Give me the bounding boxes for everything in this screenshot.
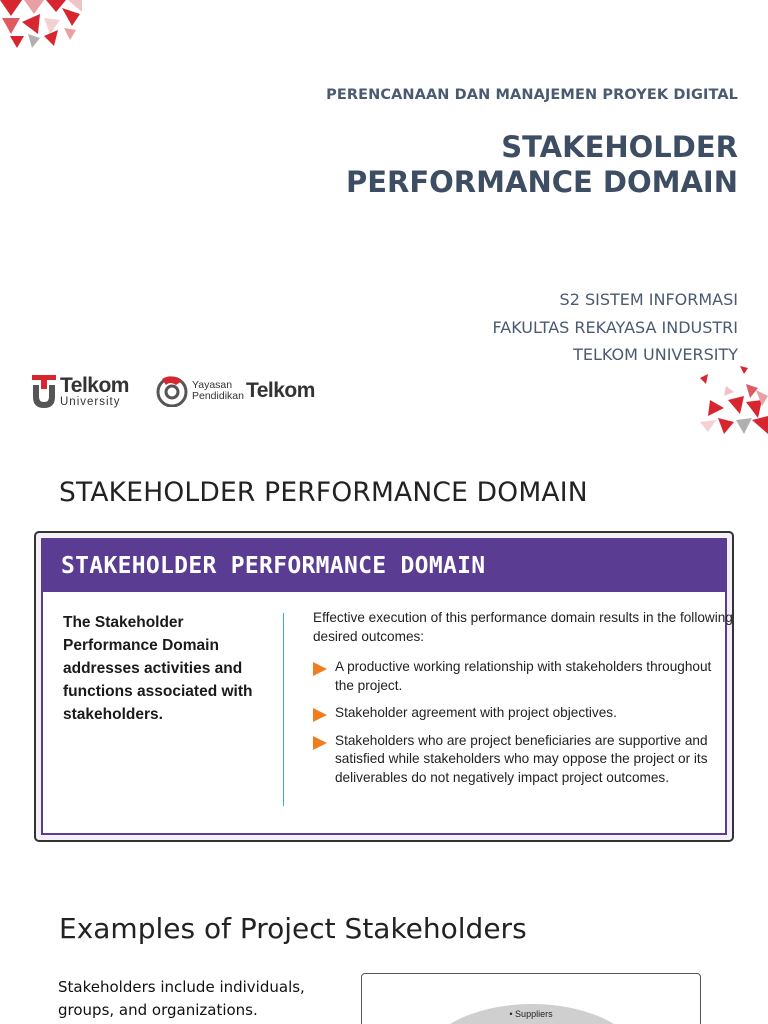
affiliation-university: TELKOM UNIVERSITY xyxy=(573,345,738,364)
course-name: PERENCANAAN DAN MANAJEMEN PROYEK DIGITAL xyxy=(326,87,738,103)
university-logo-text: University xyxy=(60,396,121,409)
triangle-pattern-decoration xyxy=(0,0,82,52)
affiliation xyxy=(493,286,738,369)
pendidikan-word: Pendidikan xyxy=(192,390,244,402)
panel-divider xyxy=(283,613,284,806)
outcome-item xyxy=(313,732,733,788)
outcome-text: A productive working relationship with stakeholders throughout the project. xyxy=(335,659,712,693)
domain-summary-panel xyxy=(34,531,734,842)
yayasan-telkom-text: Telkom xyxy=(245,379,315,402)
telkom-university-logo xyxy=(32,373,129,411)
desired-outcomes xyxy=(313,609,733,796)
slide-title-line1: STAKEHOLDER xyxy=(501,130,738,164)
stakeholder-diagram xyxy=(361,973,701,1024)
yayasan-pendidikan-telkom-logo xyxy=(156,373,315,409)
title-slide xyxy=(0,0,768,440)
slide-title-line2: PERFORMANCE DOMAIN xyxy=(345,165,738,199)
triangle-pattern-decoration-bottom xyxy=(696,366,768,434)
outcomes-intro: Effective execution of this performance domain results in the following desired outcomes: xyxy=(313,610,733,644)
outcome-item xyxy=(313,658,733,695)
outcome-text: Stakeholders who are project beneficiaries are supportive and satisfied while stakeholders who may oppose the project or its deliverables do not negatively impact project outcomes. xyxy=(335,732,708,785)
telkom-university-emblem-icon xyxy=(32,375,56,409)
yayasan-small-text xyxy=(192,380,244,402)
slide-heading: STAKEHOLDER PERFORMANCE DOMAIN xyxy=(59,477,588,508)
stakeholder-examples-slide xyxy=(0,880,768,1024)
telkom-logo-text: Telkom xyxy=(60,374,129,398)
slide-title xyxy=(346,130,738,200)
slide-body-text: Stakeholders include individuals, groups, and organizations. xyxy=(58,978,305,1019)
diagram-label-suppliers: • Suppliers xyxy=(509,1009,553,1019)
panel-heading: STAKEHOLDER PERFORMANCE DOMAIN xyxy=(43,540,725,592)
outcome-text: Stakeholder agreement with project objectives. xyxy=(335,705,617,720)
affiliation-program: S2 SISTEM INFORMASI xyxy=(559,290,738,309)
yayasan-emblem-icon xyxy=(156,375,188,407)
outcome-item xyxy=(313,704,733,723)
domain-overview-slide xyxy=(0,440,768,880)
yayasan-word: Yayasan xyxy=(192,379,233,391)
affiliation-faculty: FAKULTAS REKAYASA INDUSTRI xyxy=(492,317,738,337)
slide-heading: Examples of Project Stakeholders xyxy=(59,912,527,945)
domain-definition: The Stakeholder Performance Domain addresses activities and functions associated with stakeholders. xyxy=(63,614,253,723)
panel-frame xyxy=(41,538,733,835)
